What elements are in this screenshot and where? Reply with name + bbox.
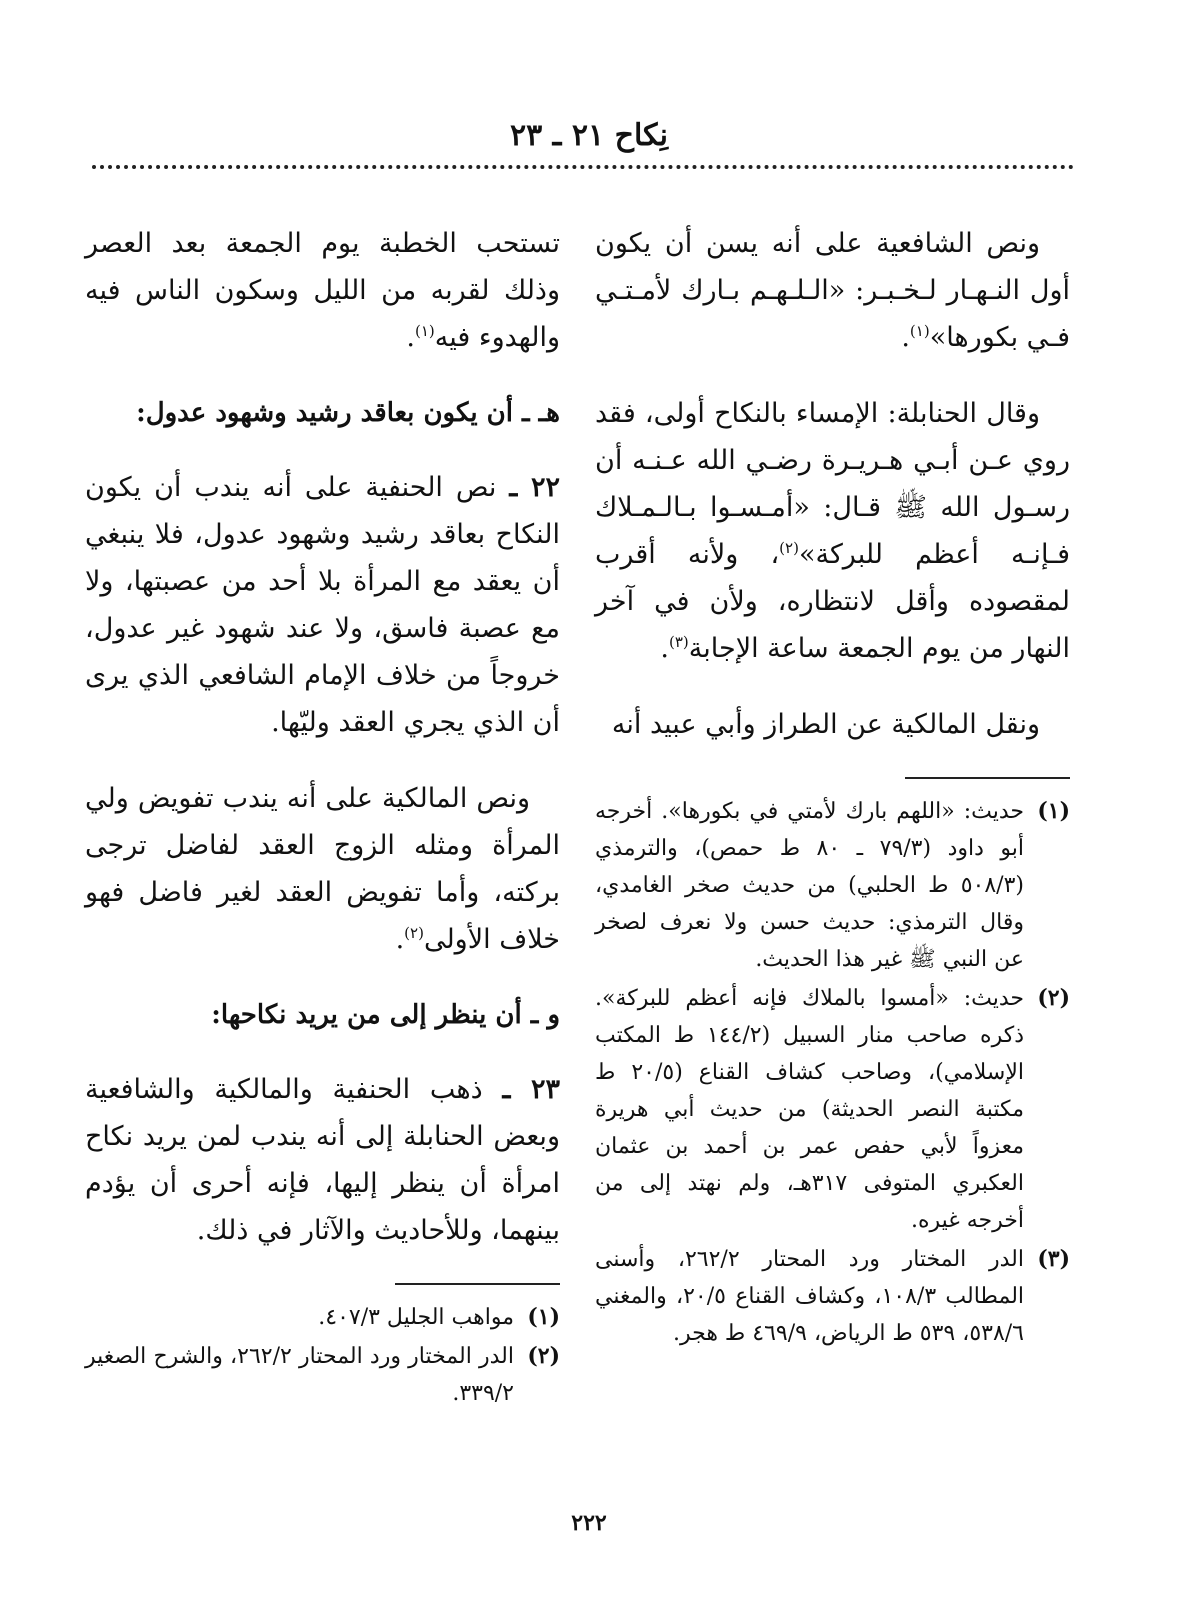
paragraph-hanabila: وقال الحنابلة: الإمساء بالنكاح أولى، فقد روي عـن أبـي هـريـرة رضـي الله عـنـه أن رسـول الله ﷺ قـال: «أمـسـوا بـالـمـلاك فـإنـه أعظم للبركة»$^{(٢)}$، ولأنه أقرب لمقصوده وأقل لانتظاره، ولأن في آخر النهار من يوم الجمعة ساعة الإجابة$^{(٣)}$. <box>595 398 1070 664</box>
footnote <box>595 1241 1070 1352</box>
paragraph-22: ٢٢ ـ نص الحنفية على أنه يندب أن يكون النكاح بعاقد رشيد وشهود عدول، فلا ينبغي أن يعقد مع المرأة بلا أحد من عصبتها، ولا مع عصبة فاسق، ولا عند شهود غير عدول، خروجاً من خلاف الإمام الشافعي الذي يرى أن الذي يجري العقد وليّها. <box>85 472 560 738</box>
footnote-text: حديث: «أمسوا بالملاك فإنه أعظم للبركة». ذكره صاحب منار السبيل (١٤٤/٢ ط المكتب الإسلامي)، وصاحب كشاف القناع (٢٠/٥ ط مكتبة النصر الحديثة) من حديث أبي هريرة معزواً لأبي حفص عمر بن أحمد بن عثمان العكبري المتوفى ٣١٧هـ، ولم نهتد إلى من أخرجه غيره. <box>595 986 1025 1233</box>
footnote-number: (٢) <box>1037 985 1070 1011</box>
footnote-ref: (٢) <box>404 924 424 942</box>
footnote-separator <box>395 1283 560 1285</box>
footnote <box>595 980 1070 1239</box>
footnote <box>85 1299 560 1336</box>
paragraph-23: ٢٣ ـ ذهب الحنفية والمالكية والشافعية وبعض الحنابلة إلى أنه يندب لمن يريد نكاح امرأة أن ينظر إليها، فإنه أحرى أن يؤدم بينهما، وللأحاديث والآثار في ذلك. <box>85 1074 560 1246</box>
left-column <box>85 220 560 1414</box>
footnote-number: (١) <box>1037 798 1070 824</box>
footnote-text: الدر المختار ورد المحتار ٢٦٢/٢، والشرح الصغير ٣٣٩/٢. <box>85 1344 514 1406</box>
footnote-separator <box>905 777 1070 779</box>
footnote-number: (٣) <box>1037 1246 1070 1272</box>
section-heading-h: هـ ـ أن يكون بعاقد رشيد وشهود عدول: <box>136 398 560 428</box>
footnote-number: (١) <box>527 1304 560 1330</box>
page-number: ٢٢٢ <box>571 1510 607 1536</box>
paragraph-malikiyya-taraz: ونقل المالكية عن الطراز وأبي عبيد أنه <box>611 709 1040 740</box>
footnote-text: حديث: «اللهم بارك لأمتي في بكورها». أخرجه أبو داود (٧٩/٣ ـ ٨٠ ط حمص)، والترمذي (٥٠٨/٣ ط الحلبي) من حديث صخر الغامدي، وقال الترمذي: حديث حسن ولا نعرف لصخر عن النبي ﷺ غير هذا الحديث. <box>595 799 1024 972</box>
footnote-ref: (١) <box>414 322 435 340</box>
footnote-text: الدر المختار ورد المحتار ٢٦٢/٢، وأسنى المطالب ١٠٨/٣، وكشاف القناع ٢٠/٥، والمغني ٥٣٨/٦، ٥٣٩ ط الرياض، ٤٦٩/٩ ط هجر. <box>595 1247 1025 1346</box>
footnote <box>85 1338 560 1412</box>
section-heading-w: و ـ أن ينظر إلى من يريد نكاحها: <box>211 1000 560 1030</box>
footnote <box>595 793 1070 978</box>
paragraph-malikiyya-tafwid: ونص المالكية على أنه يندب تفويض ولي المرأة ومثله الزوج العقد لفاضل ترجى بركته، وأما تفويض العقد لغير فاضل فهو خلاف الأولى$^{(٢)}$. <box>85 783 560 955</box>
right-column <box>595 220 1070 1354</box>
paragraph-shafiiyya: ونص الشافعية على أنه يسن أن يكون أول النـهـار لـخـبـر: «الـلـهـم بـارك لأمـتـي فـي بكورها»$^{(١)}$. <box>595 228 1070 353</box>
footnote-text: مواهب الجليل ٤٠٧/٣. <box>318 1305 514 1330</box>
header-dotted-rule <box>92 165 1074 169</box>
footnote-ref: (١) <box>909 322 930 340</box>
header-title: نِكاح ٢١ ـ ٢٣ <box>509 118 669 153</box>
footnote-ref: (٣) <box>669 633 689 651</box>
footnote-number: (٢) <box>527 1343 560 1369</box>
paragraph-friday-khutba: تستحب الخطبة يوم الجمعة بعد العصر وذلك لقربه من الليل وسكون الناس فيه والهدوء فيه$^{(١)}$. <box>85 228 560 353</box>
footnote-ref: (٢) <box>779 539 799 557</box>
running-header <box>0 118 1178 153</box>
paragraph-number: ٢٢ ـ <box>509 472 560 503</box>
paragraph-number: ٢٣ ـ <box>502 1074 560 1105</box>
